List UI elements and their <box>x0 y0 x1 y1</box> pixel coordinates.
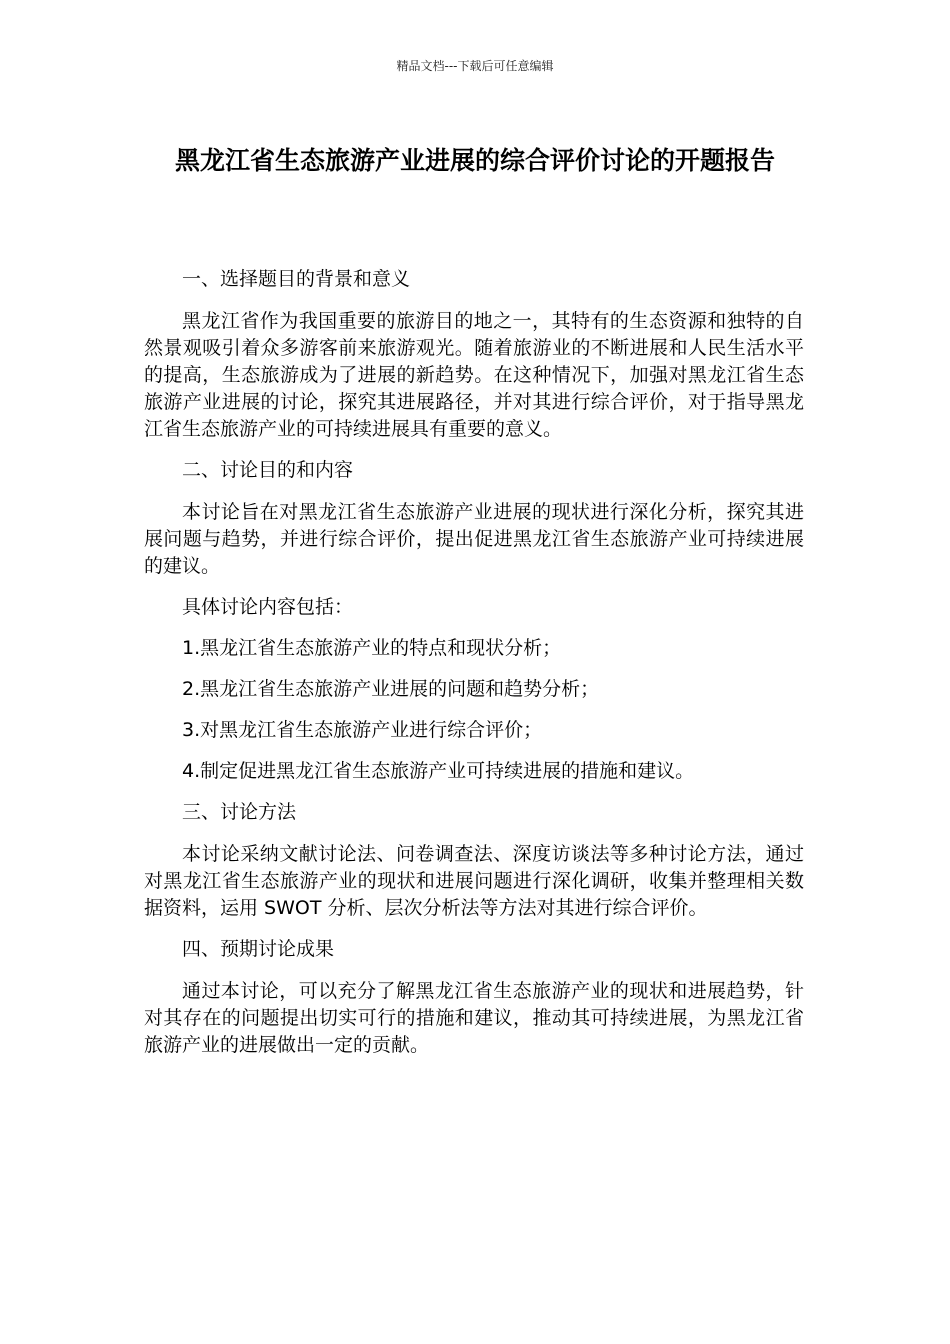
document-title: 黑龙江省生态旅游产业进展的综合评价讨论的开题报告 <box>174 146 775 175</box>
paragraph-objectives: 本讨论旨在对黑龙江省生态旅游产业进展的现状进行深化分析，探究其进展问题与趋势，并进行综合评价，提出促进黑龙江省生态旅游产业可持续进展的建议。 <box>144 501 804 577</box>
paragraph-content-intro: 具体讨论内容包括： <box>182 596 354 618</box>
paragraph-expected-results: 通过本讨论，可以充分了解黑龙江省生态旅游产业的现状和进展趋势，针对其存在的问题提出切实可行的措施和建议，推动其可持续进展，为黑龙江省旅游产业的进展做出一定的贡献。 <box>144 980 804 1056</box>
paragraph-background: 黑龙江省作为我国重要的旅游目的地之一，其特有的生态资源和独特的自然景观吸引着众多游客前来旅游观光。随着旅游业的不断进展和人民生活水平的提高，生态旅游成为了进展的新趋势。在这种情况下，加强对黑龙江省生态旅游产业进展的讨论，探究其进展路径，并对其进行综合评价，对于指导黑龙江省生态旅游产业的可持续进展具有重要的意义。 <box>144 310 804 440</box>
section-heading-methods: 三、讨论方法 <box>182 801 297 823</box>
section-heading-objectives: 二、讨论目的和内容 <box>182 459 354 481</box>
list-item: 4.制定促进黑龙江省生态旅游产业可持续进展的措施和建议。 <box>182 760 695 782</box>
list-item: 3.对黑龙江省生态旅游产业进行综合评价； <box>182 719 543 741</box>
section-heading-background: 一、选择题目的背景和意义 <box>182 268 411 290</box>
document-body <box>144 266 804 1073</box>
paragraph-methods: 本讨论采纳文献讨论法、问卷调查法、深度访谈法等多种讨论方法，通过对黑龙江省生态旅游产业的现状和进展问题进行深化调研，收集并整理相关数据资料，运用 SWOT 分析、层次分析法等方法对其进行综合评价。 <box>144 843 804 919</box>
list-item: 1.黑龙江省生态旅游产业的特点和现状分析； <box>182 637 562 659</box>
list-item: 2.黑龙江省生态旅游产业进展的问题和趋势分析； <box>182 678 600 700</box>
section-heading-expected-results: 四、预期讨论成果 <box>182 938 335 960</box>
page-header-note: 精品文档---下载后可任意编辑 <box>396 59 554 73</box>
